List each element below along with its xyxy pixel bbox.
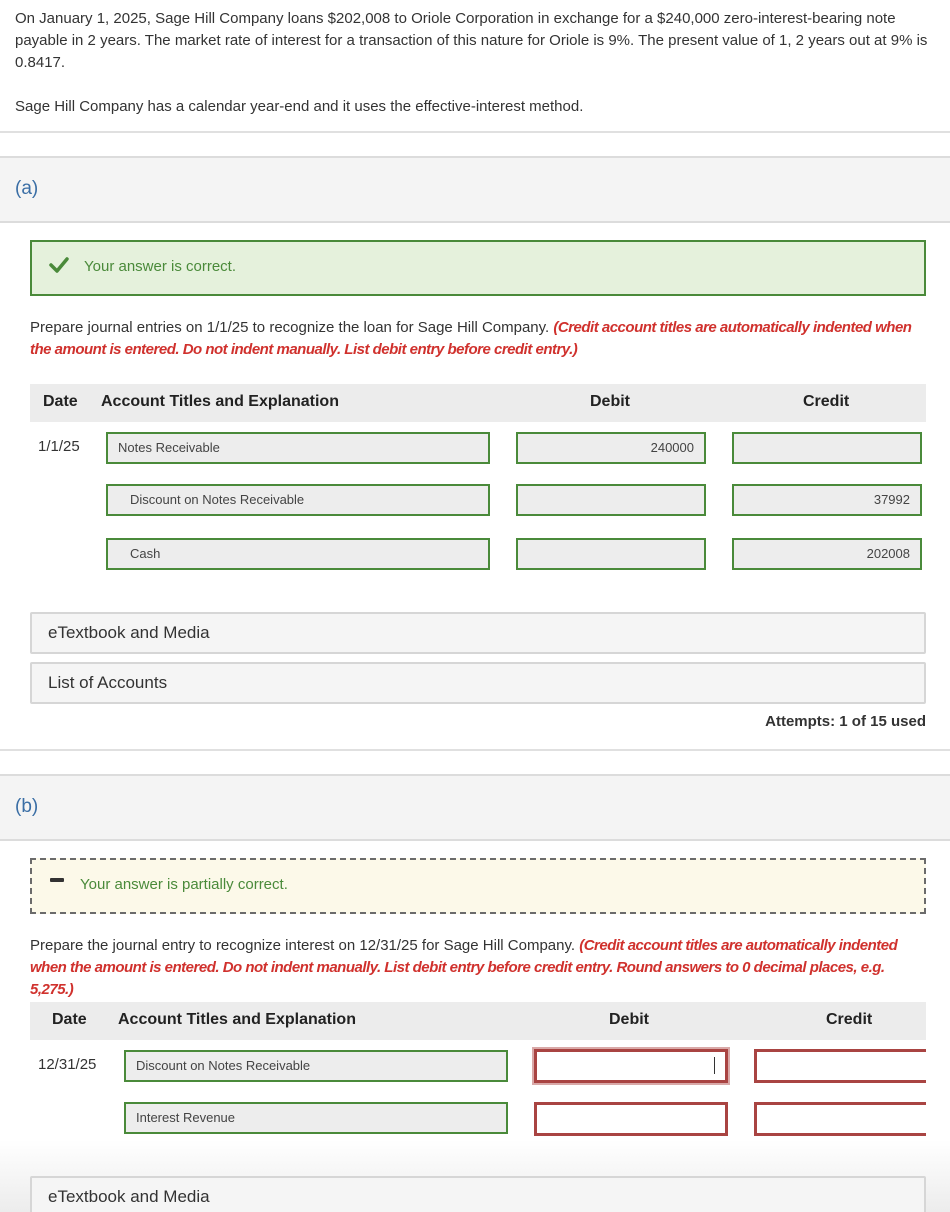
divider xyxy=(0,749,950,751)
part-b-header xyxy=(0,774,950,841)
debit-field[interactable] xyxy=(534,1049,728,1083)
etextbook-button[interactable]: eTextbook and Media xyxy=(30,1176,926,1212)
debit-field[interactable]: 240000 xyxy=(516,432,706,464)
text-cursor xyxy=(714,1057,715,1074)
part-a-header xyxy=(0,156,950,223)
problem-statement xyxy=(15,8,940,118)
part-a-table-header xyxy=(30,384,926,422)
part-b-table-header xyxy=(30,1002,926,1040)
account-field[interactable]: Cash xyxy=(106,538,490,570)
col-account: Account Titles and Explanation xyxy=(118,1011,356,1028)
list-of-accounts-button[interactable]: List of Accounts xyxy=(30,662,926,704)
row-date: 1/1/25 xyxy=(38,438,80,455)
part-a-label: (a) xyxy=(15,178,39,199)
credit-field[interactable] xyxy=(754,1049,926,1083)
credit-field[interactable] xyxy=(754,1102,926,1136)
col-account: Account Titles and Explanation xyxy=(101,393,339,410)
part-a-status-text: Your answer is correct. xyxy=(84,258,237,275)
col-debit: Debit xyxy=(609,1011,649,1028)
debit-field[interactable] xyxy=(516,484,706,516)
debit-field[interactable] xyxy=(534,1102,728,1136)
attempts-counter: Attempts: 1 of 15 used xyxy=(765,713,926,730)
account-field[interactable]: Discount on Notes Receivable xyxy=(124,1050,508,1082)
part-a-instruction-text: Prepare journal entries on 1/1/25 to recognize the loan for Sage Hill Company. xyxy=(30,319,550,336)
col-debit: Debit xyxy=(590,393,630,410)
credit-field[interactable]: 202008 xyxy=(732,538,922,570)
credit-field[interactable]: 37992 xyxy=(732,484,922,516)
part-a-status xyxy=(30,240,926,296)
part-b-status xyxy=(30,858,926,914)
divider xyxy=(0,131,950,133)
problem-intro-2: Sage Hill Company has a calendar year-end and it uses the effective-interest method. xyxy=(15,98,584,115)
account-field[interactable]: Discount on Notes Receivable xyxy=(106,484,490,516)
part-b-instruction-text: Prepare the journal entry to recognize interest on 12/31/25 for Sage Hill Company. xyxy=(30,937,576,954)
dash-icon xyxy=(50,878,64,882)
part-b-status-text: Your answer is partially correct. xyxy=(80,876,288,893)
account-field[interactable]: Notes Receivable xyxy=(106,432,490,464)
col-credit: Credit xyxy=(826,1011,873,1028)
problem-intro: On January 1, 2025, Sage Hill Company loans $202,008 to Oriole Corporation in exchange for a $240,000 zero-interest-bearing note payable in 2 years. The market rate of interest for a transaction of this nature for Oriole is 9%. The present value of 1, 2 years out at 9% is 0.8417. xyxy=(15,10,928,71)
part-b-instruction xyxy=(30,935,930,1001)
col-date: Date xyxy=(43,393,78,410)
credit-field[interactable] xyxy=(732,432,922,464)
part-b-label: (b) xyxy=(15,796,39,817)
etextbook-button[interactable]: eTextbook and Media xyxy=(30,612,926,654)
col-date: Date xyxy=(52,1011,87,1028)
check-icon xyxy=(48,254,70,276)
debit-field[interactable] xyxy=(516,538,706,570)
row-date: 12/31/25 xyxy=(38,1056,97,1073)
account-field[interactable]: Interest Revenue xyxy=(124,1102,508,1134)
part-b-instruction-note: (Credit account titles are automatically indented when the amount is entered. Do not indent manually. List debit entry before credit entry. Round answers to 0 decimal places, e.g. 5,275.) xyxy=(30,937,898,998)
col-credit: Credit xyxy=(803,393,850,410)
part-a-instruction xyxy=(30,317,930,361)
part-a-instruction-note: (Credit account titles are automatically indented when the amount is entered. Do not indent manually. List debit entry before credit entry.) xyxy=(30,319,912,358)
